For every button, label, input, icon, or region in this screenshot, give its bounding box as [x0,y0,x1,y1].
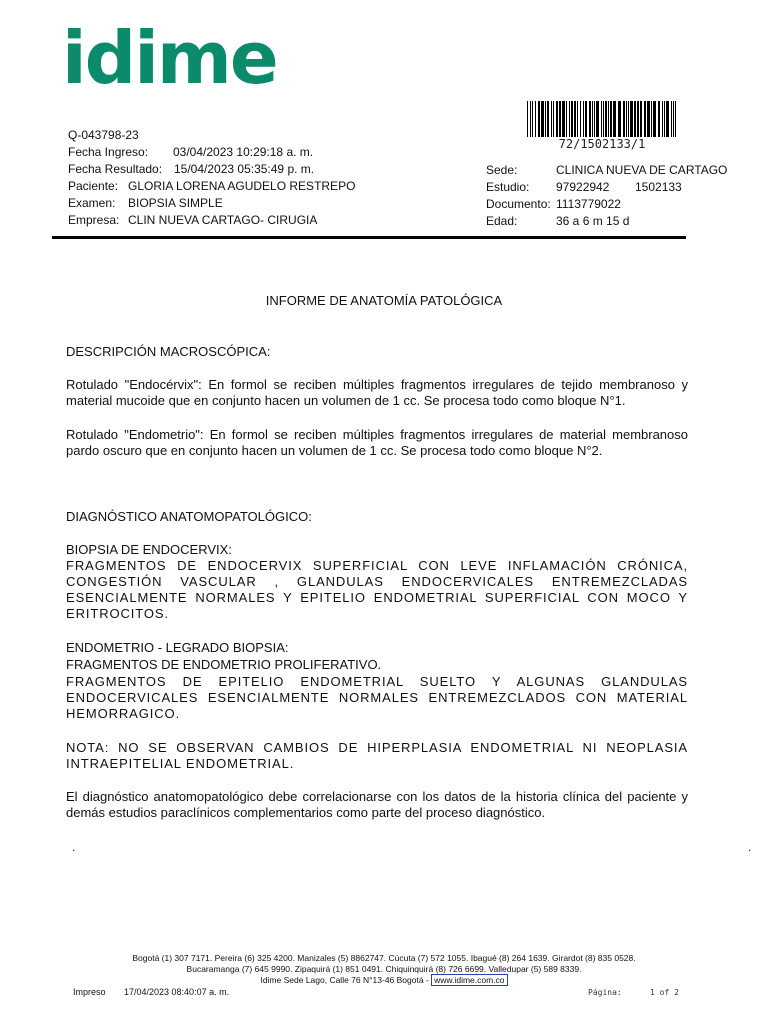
empresa-label: Empresa: [68,213,120,227]
edad-value: 36 a 6 m 15 d [556,214,630,228]
diagnosis-2-text: FRAGMENTOS DE EPITELIO ENDOMETRIAL SUELTO Y ALGUNAS GLANDULAS ENDOCERVICALES ESENCIALMENTE NORMALES ENTREMEZCLADOS CON MATERIAL HEMORRAGICO. [66,674,688,721]
diagnosis-1-text: FRAGMENTOS DE ENDOCERVIX SUPERFICIAL CON LEVE INFLAMACIÓN CRÓNICA, CONGESTIÓN VASCULAR , GLANDULAS ENDOCERVICALES ENTREMEZCLADAS ESENCIALMENTE NORMALES Y EPITELIO ENDOMETRIAL SUPERFICIAL CON MOCO Y ERITROCITOS. [66,558,688,621]
estudio-value-1: 97922942 [556,180,610,194]
sede-label: Sede: [486,163,518,177]
page-label: Página: [588,988,622,997]
printed-date: 17/04/2023 08:40:07 a. m. [124,987,230,997]
disclaimer-text: El diagnóstico anatomopatológico debe correlacionarse con los datos de la historia clínica del paciente y demás estudios paraclínicos complementarios como parte del proceso diagnóstico. [66,789,688,820]
note-text: NOTA: NO SE OBSERVAN CAMBIOS DE HIPERPLASIA ENDOMETRIAL NI NEOPLASIA INTRAEPITELIAL ENDOMETRIAL. [66,740,688,771]
end-marker-right: . [748,840,752,854]
barcode [527,101,677,137]
page-number: 1 of 2 [650,988,679,997]
footer-address-line [0,975,768,986]
documento-value: 1113779022 [556,197,621,211]
report-title: INFORME DE ANATOMÍA PATOLÓGICA [265,293,503,308]
footer-offices-line-1: Bogotá (1) 307 7171. Pereira (6) 325 4200. Manizales (5) 8862747. Cúcuta (7) 572 1055. Ibagué (8) 264 1639. Girardot (8) 835 0528. [132,953,636,963]
order-id: Q-043798-23 [68,128,139,142]
diagnosis-2-line-1: FRAGMENTOS DE ENDOMETRIO PROLIFERATIVO. [66,657,382,672]
estudio-label: Estudio: [486,180,530,194]
documento-label: Documento: [486,197,551,211]
estudio-value-2: 1502133 [635,180,682,194]
end-marker-left: . [72,840,76,854]
edad-label: Edad: [486,214,518,228]
barcode-number: 72/1502133/1 [558,137,646,151]
diagnosis-1-title: BIOPSIA DE ENDOCERVIX: [66,542,232,557]
idime-logo: idime [62,16,277,100]
header-divider [52,236,686,239]
paciente-value: GLORIA LORENA AGUDELO RESTREPO [128,179,356,193]
macro-heading: DESCRIPCIÓN MACROSCÓPICA: [66,344,271,359]
examen-value: BIOPSIA SIMPLE [128,196,223,210]
fecha-resultado-label: Fecha Resultado: [68,162,163,176]
empresa-value: CLIN NUEVA CARTAGO- CIRUGIA [128,213,318,227]
website-link[interactable]: www.idime.com.co [431,974,507,986]
examen-label: Examen: [68,196,116,210]
diagnosis-heading: DIAGNÓSTICO ANATOMOPATOLÓGICO: [66,509,312,524]
diagnosis-2-title: ENDOMETRIO - LEGRADO BIOPSIA: [66,640,289,655]
paciente-label: Paciente: [68,179,119,193]
sede-value: CLINICA NUEVA DE CARTAGO [556,163,728,177]
macro-paragraph-1: Rotulado "Endocérvix": En formol se reciben múltiples fragmentos irregulares de tejido membranoso y material mucoide que en conjunto hacen un volumen de 1 cc. Se procesa todo como bloque N°1. [66,377,688,408]
fecha-ingreso-value: 03/04/2023 10:29:18 a. m. [173,145,314,159]
footer-address: Idime Sede Lago, Calle 76 N°13-46 Bogotá - [260,975,429,985]
macro-paragraph-2: Rotulado "Endometrio": En formol se reciben múltiples fragmentos irregulares de material membranoso pardo oscuro que en conjunto hacen un volumen de 1 cc. Se procesa todo como bloque N°2. [66,427,688,458]
fecha-ingreso-label: Fecha Ingreso: [68,145,149,159]
printed-label: Impreso [73,987,106,997]
fecha-resultado-value: 15/04/2023 05:35:49 p. m. [174,162,315,176]
footer-offices-line-2: Bucaramanga (7) 645 9990. Zipaquirá (1) 851 0491. Chiquinquirá (8) 726 6699. Valledupar (5) 589 8339. [186,964,582,974]
